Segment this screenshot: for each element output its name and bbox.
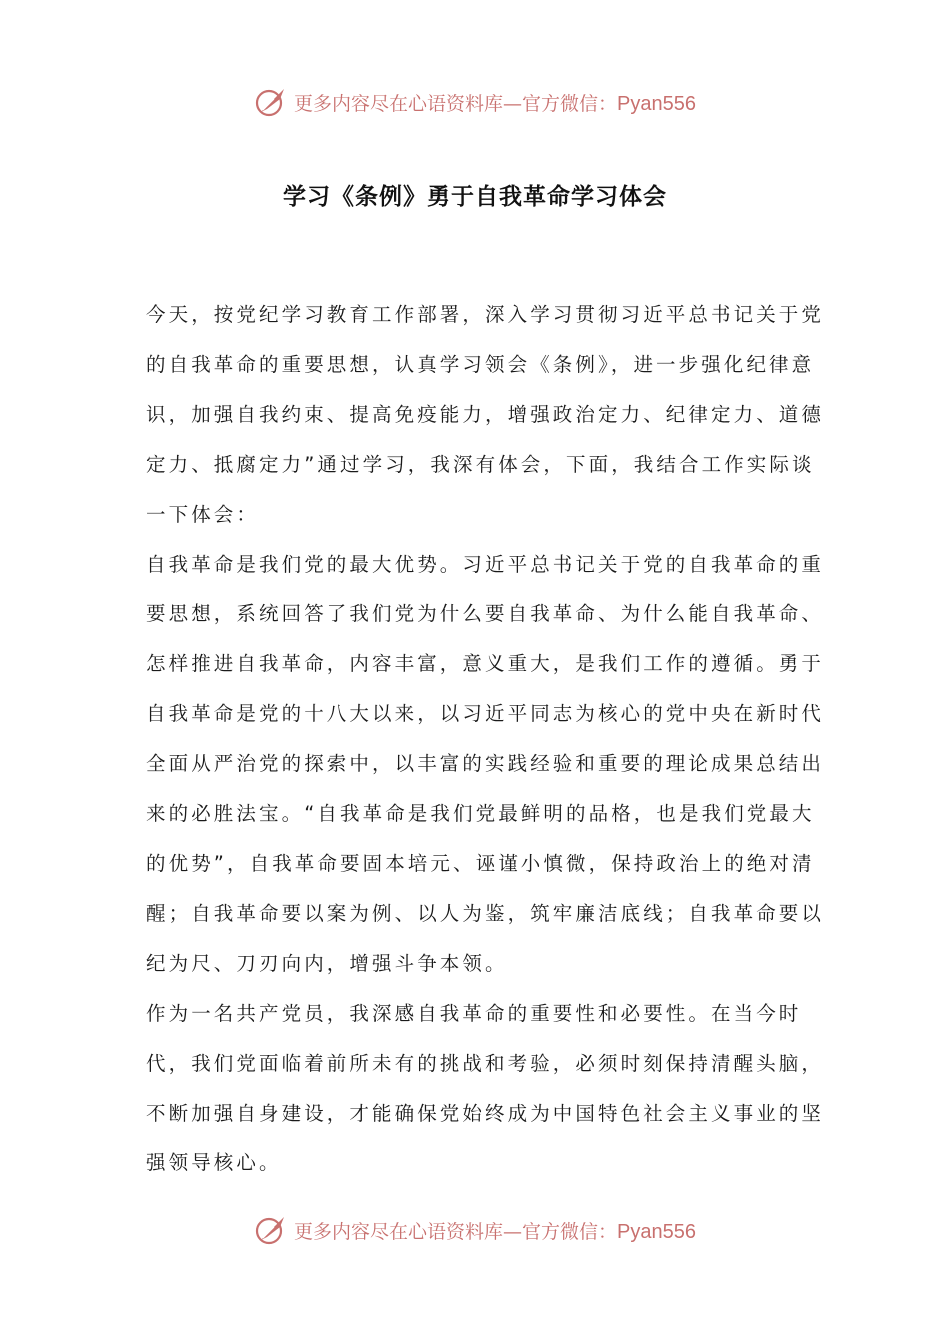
watermark-text: 更多内容尽在心语资料库—官方微信：Pyan556: [294, 1220, 696, 1243]
footer-watermark: [0, 1210, 950, 1250]
paragraph-intro: 今天，按党纪学习教育工作部署，深入学习贯彻习近平总书记关于党的自我革命的重要思想，认真学习领会《条例》，进一步强化纪律意识，加强自我约束、提高免疫能力，增强政治定力、纪律定力、道德定力、抵腐定力”通过学习，我深有体会，下面，我结合工作实际谈一下体会：: [146, 303, 825, 526]
watermark-wechat-id: Pyan556: [617, 1220, 696, 1243]
quill-pen-circle-icon: [254, 1213, 288, 1247]
header-watermark: [0, 82, 950, 122]
document-body: [146, 290, 826, 1188]
watermark-wechat-id: Pyan556: [617, 92, 696, 115]
document-title: 学习《条例》勇于自我革命学习体会: [283, 184, 667, 210]
quill-pen-circle-icon: [254, 85, 288, 119]
watermark-text: 更多内容尽在心语资料库—官方微信：Pyan556: [294, 92, 696, 115]
paragraph-party-member: 作为一名共产党员，我深感自我革命的重要性和必要性。在当今时代，我们党面临着前所未有的挑战和考验，必须时刻保持清醒头脑，不断加强自身建设，才能确保党始终成为中国特色社会主义事业的坚强领导核心。: [146, 1001, 825, 1175]
paragraph-self-revolution: 自我革命是我们党的最大优势。习近平总书记关于党的自我革命的重要思想，系统回答了我们党为什么要自我革命、为什么能自我革命、怎样推进自我革命，内容丰富，意义重大，是我们工作的遵循。勇于自我革命是党的十八大以来，以习近平同志为核心的党中央在新时代全面从严治党的探索中，以丰富的实践经验和重要的理论成果总结出来的必胜法宝。“自我革命是我们党最鲜明的品格，也是我们党最大的优势”，自我革命要固本培元、诬谨小慎微，保持政治上的绝对清醒；自我革命要以案为例、以人为鉴，筑牢廉洁底线；自我革命要以纪为尺、刀刃向内，增强斗争本领。: [146, 552, 825, 975]
